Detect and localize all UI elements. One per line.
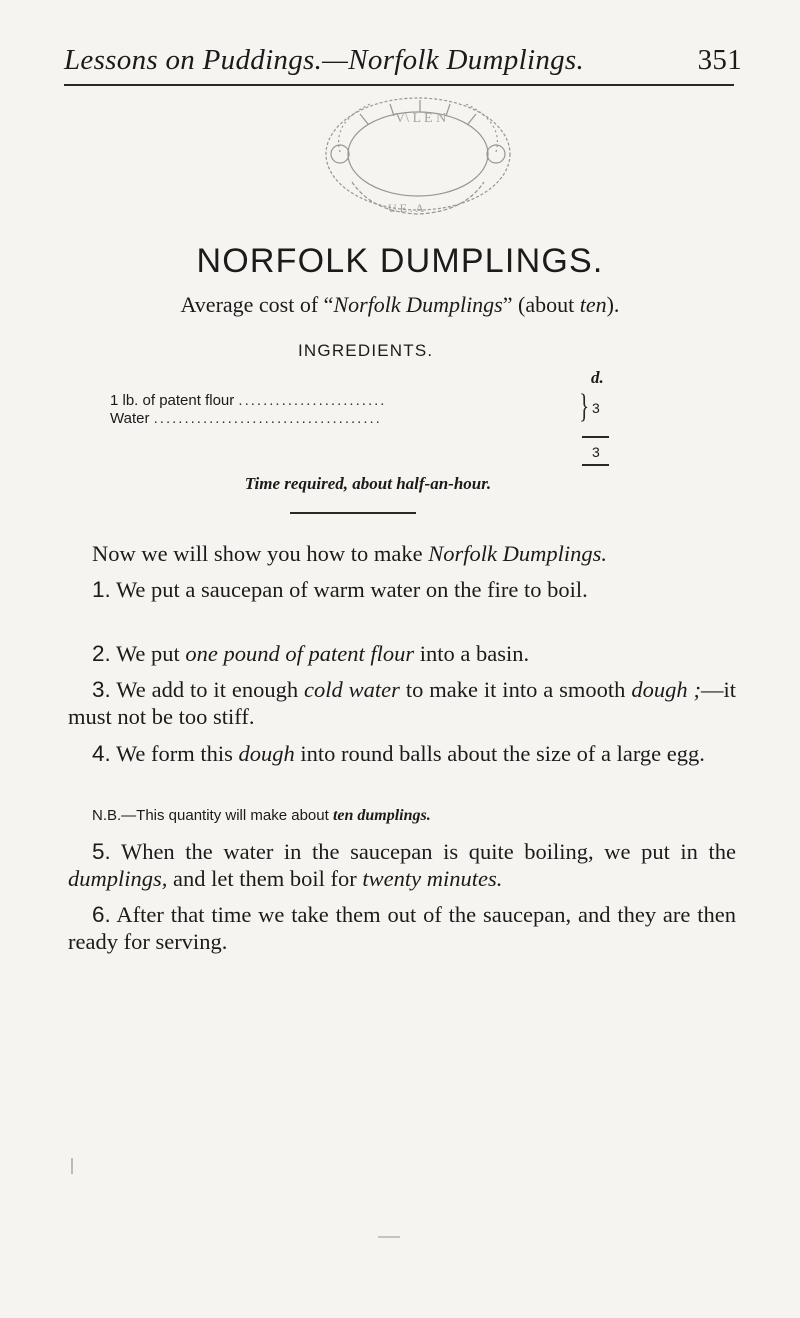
ingredients-price: 3 bbox=[592, 400, 600, 416]
step-number: 1. bbox=[92, 577, 111, 602]
step-number: 3. bbox=[92, 677, 111, 702]
time-required: Time required, about half-an-hour. bbox=[244, 474, 492, 493]
step-text: When the water in the saucepan is quite boiling, we put in the bbox=[120, 839, 737, 864]
step-emphasis: one pound of patent flour bbox=[185, 641, 415, 666]
header-rule bbox=[64, 84, 734, 86]
step-text: We put bbox=[115, 641, 186, 666]
method-step bbox=[68, 838, 736, 892]
running-head-title: Lessons on Puddings.—Norfolk Dumplings. bbox=[64, 44, 585, 76]
leader-dots: ........................ bbox=[238, 392, 387, 409]
step-text: and let them boil for bbox=[167, 866, 363, 891]
pence-column-heading: d. bbox=[591, 368, 604, 387]
step-number: 4. bbox=[92, 741, 111, 766]
average-cost-line bbox=[0, 292, 800, 318]
step-text: We put a saucepan of warm water on the fire to boil. bbox=[115, 577, 588, 602]
step-emphasis: dumplings, bbox=[68, 866, 168, 891]
step-number: 2. bbox=[92, 641, 111, 666]
cost-quantity: ten bbox=[579, 292, 607, 317]
method-intro bbox=[68, 540, 736, 567]
cost-suffix: ). bbox=[606, 292, 620, 317]
brace-icon: } bbox=[579, 388, 590, 425]
sum-rule bbox=[582, 436, 609, 438]
svg-text:U E . A: U E . A bbox=[388, 201, 424, 215]
step-text: into round balls about the size of a large egg. bbox=[294, 741, 705, 766]
page-number: 351 bbox=[697, 44, 742, 76]
recipe-title: NORFOLK DUMPLINGS. bbox=[196, 242, 604, 280]
method-step bbox=[68, 576, 736, 603]
cost-prefix: Average cost of “ bbox=[180, 292, 334, 317]
step-text: After that time we take them out of the saucepan, and they are then ready for serving. bbox=[68, 902, 736, 954]
note-emphasis: ten dumplings. bbox=[332, 807, 431, 824]
step-number: 5. bbox=[92, 839, 111, 864]
note-text: N.B.—This quantity will make about bbox=[92, 807, 333, 824]
section-divider bbox=[290, 512, 416, 514]
intro-recipe-name: Norfolk Dumplings. bbox=[428, 541, 607, 566]
step-emphasis: cold water bbox=[304, 677, 400, 702]
paper-mark bbox=[71, 1158, 73, 1174]
step-text: into a basin. bbox=[414, 641, 530, 666]
step-text: We add to it enough bbox=[116, 677, 305, 702]
nota-bene bbox=[92, 807, 431, 825]
ornamental-vignette-illustration bbox=[300, 92, 530, 227]
paper-mark bbox=[378, 1236, 400, 1238]
method-step bbox=[68, 740, 736, 767]
intro-text: Now we will show you how to make bbox=[92, 541, 429, 566]
method-step bbox=[68, 676, 736, 730]
step-text: —it must not be too stiff. bbox=[68, 677, 736, 729]
ingredients-heading: INGREDIENTS. bbox=[298, 341, 434, 360]
step-emphasis: twenty minutes. bbox=[362, 866, 503, 891]
ingredient-name: Water bbox=[110, 410, 150, 427]
ingredient-row bbox=[110, 392, 580, 409]
total-price: 3 bbox=[592, 444, 600, 460]
step-emphasis: dough ; bbox=[631, 677, 701, 702]
running-head bbox=[64, 44, 742, 77]
step-emphasis: dough bbox=[238, 741, 295, 766]
total-rule bbox=[582, 464, 609, 466]
method-step bbox=[68, 640, 736, 667]
method-step bbox=[68, 901, 736, 955]
step-text: We form this bbox=[115, 741, 239, 766]
cost-mid: ” (about bbox=[502, 292, 580, 317]
leader-dots: ..................................... bbox=[153, 410, 382, 427]
svg-text:V\ L E N: V\ L E N bbox=[395, 111, 447, 126]
cost-recipe-name: Norfolk Dumplings bbox=[333, 292, 503, 317]
step-text: to make it into a smooth bbox=[399, 677, 632, 702]
ingredient-row bbox=[110, 410, 580, 427]
ingredient-name: 1 lb. of patent flour bbox=[110, 392, 235, 409]
step-number: 6. bbox=[92, 902, 111, 927]
